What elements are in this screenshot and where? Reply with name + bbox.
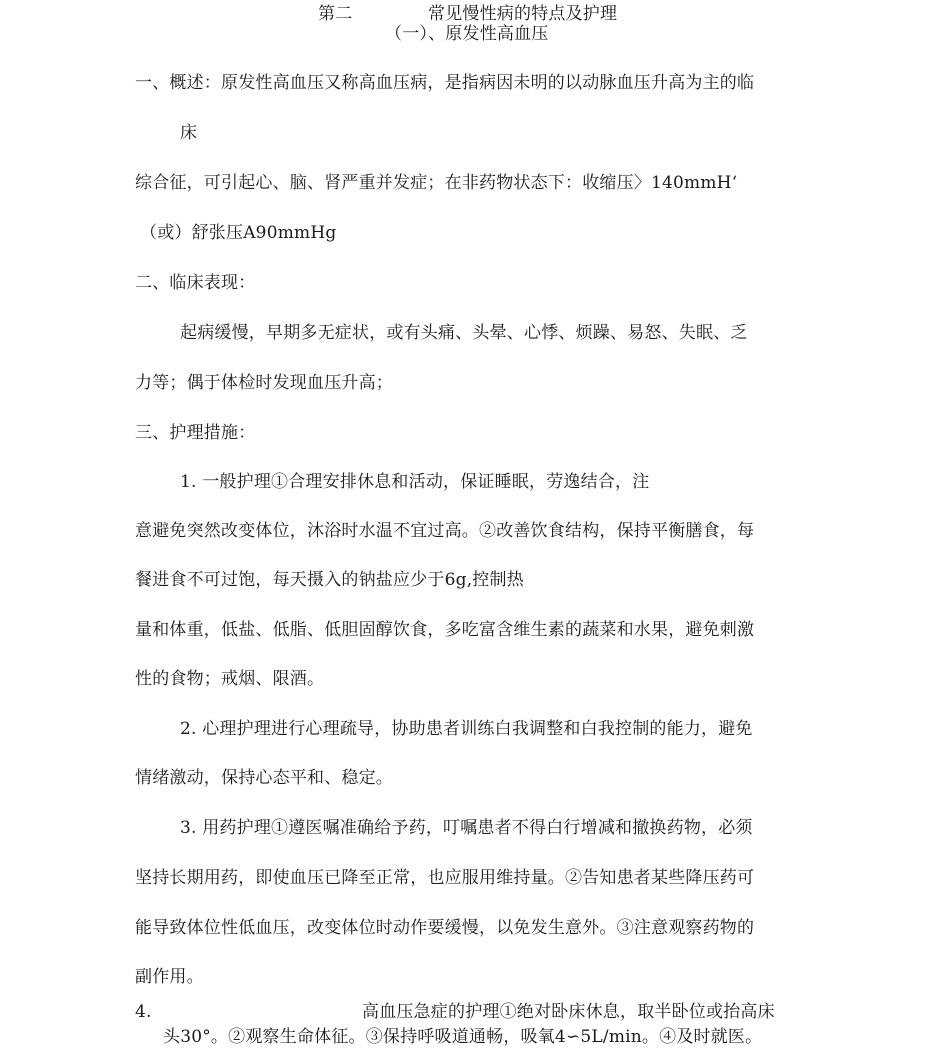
section-heading: 三、护理措施： xyxy=(135,423,256,443)
paragraph-line: 坚持长期用药，即使血压已降至正常，也应服用维持量。②告知患者某些降压药可 xyxy=(135,868,755,888)
paragraph-line: 副作用。 xyxy=(135,967,204,987)
paragraph-line: 意避免突然改变体位，沐浴时水温不宜过高。②改善饮食结构，保持平衡膳食，每 xyxy=(135,521,755,541)
paragraph-line: 力等；偶于体检时发现血压升高； xyxy=(135,373,393,393)
paragraph-line: 餐进食不可过饱，每天摄入的钠盐应少于6g,控制热 xyxy=(135,570,524,590)
paragraph-line: 能导致体位性低血压，改变体位时动作要缓慢，以免发生意外。③注意观察药物的 xyxy=(135,918,755,938)
section-subtitle: （一）、原发性高血压 xyxy=(385,24,549,44)
chapter-title-part2: 常见慢性病的特点及护理 xyxy=(428,4,618,24)
paragraph-line: 高血压急症的护理①绝对卧床休息，取半卧位或抬高床 xyxy=(362,1002,775,1022)
paragraph-line: 床 xyxy=(180,123,198,143)
paragraph-line: （或）舒张压A90mmHg xyxy=(140,223,337,243)
paragraph-line: 综合征，可引起心、脑、肾严重并发症；在非药物状态下：收缩压〉140mmH‘ xyxy=(135,173,738,193)
paragraph-line: 3. 用药护理①遵医嘱准确给予药，叮嘱患者不得白行增减和撤换药物，必须 xyxy=(180,818,753,838)
paragraph-line: 起病缓慢，早期多无症状，或有头痛、头晕、心悸、烦躁、易怒、失眠、乏 xyxy=(180,323,748,343)
paragraph-line: 性的食物；戒烟、限酒。 xyxy=(135,669,325,689)
paragraph-line: 1. 一般护理①合理安排休息和活动，保证睡眠，劳逸结合，注 xyxy=(180,472,650,492)
paragraph-line: 情绪激动，保持心态平和、稳定。 xyxy=(135,768,393,788)
chapter-title xyxy=(318,4,618,24)
paragraph-line: 一、概述：原发性高血压又称高血压病，是指病因未明的以动脉血压升高为主的临 xyxy=(135,73,755,93)
section-heading: 二、临床表现： xyxy=(135,273,256,293)
chapter-title-part1: 第二 xyxy=(318,4,353,24)
paragraph-line: 量和体重，低盐、低脂、低胆固醇饮食，多吃富含维生素的蔬菜和水果，避免刺激 xyxy=(135,620,755,640)
paragraph-line: 头30°。②观察生命体征。③保持呼吸道通畅，吸氧4∽5L/min。④及时就医。 xyxy=(163,1027,763,1047)
list-number: 4. xyxy=(135,1002,152,1022)
paragraph-line: 2. 心理护理进行心理疏导，协助患者训练白我调整和白我控制的能力，避免 xyxy=(180,719,753,739)
